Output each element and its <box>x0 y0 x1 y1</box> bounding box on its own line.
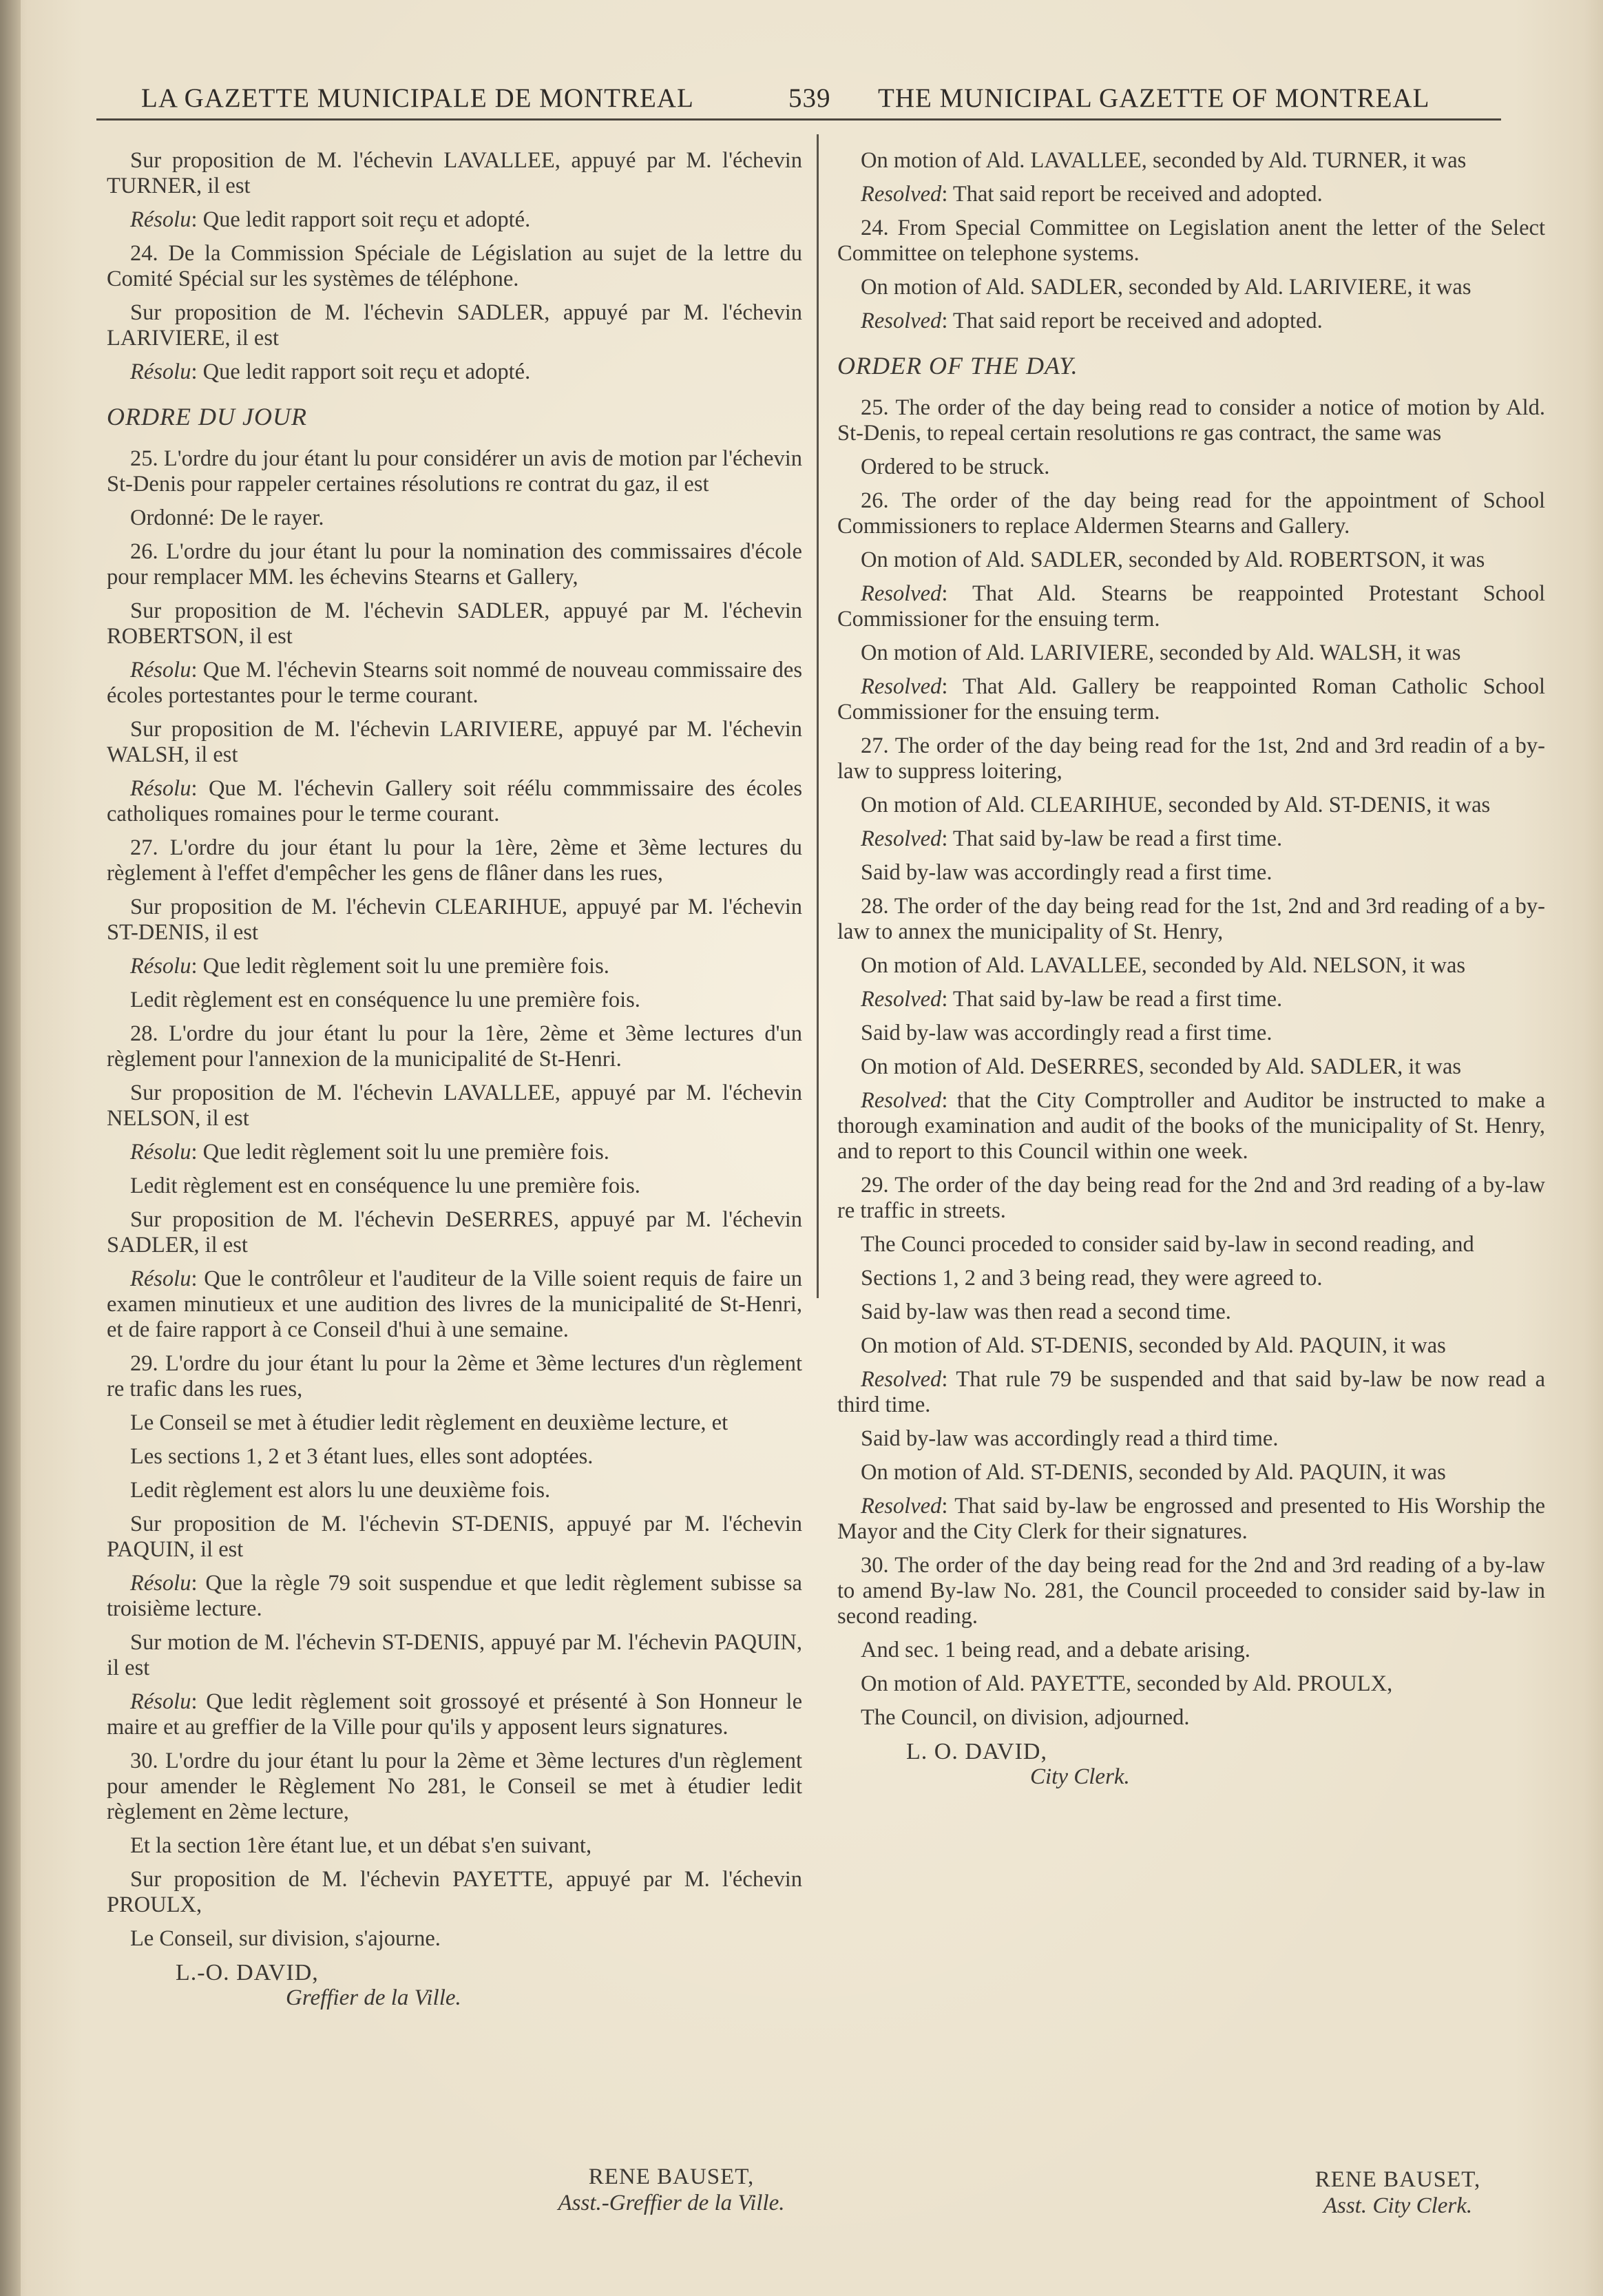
french-resolution-label: Résolu <box>130 954 191 979</box>
english-resolution-text: : That Ald. Gallery be reappointed Roman Catholic School Commissioner for the ensuing term. <box>837 674 1545 724</box>
french-assistant-name: RENE BAUSET, <box>588 2164 755 2189</box>
french-resolution-label: Résolu <box>130 1140 191 1165</box>
french-resolution-text: : Que le contrôleur et l'auditeur de la Ville soient requis de faire un examen minutieux et une audition des livres de la municipalité de St-Henri, et de faire rapport à ce Conseil d'hui à une semaine. <box>107 1266 802 1342</box>
english-resolution-text: : That rule 79 be suspended and that said by-law be now read a third time. <box>837 1367 1545 1417</box>
english-paragraph: On motion of Ald. DeSERRES, seconded by Ald. SADLER, it was <box>861 1054 1462 1079</box>
header-french-title: LA GAZETTE MUNICIPALE DE MONTREAL <box>141 83 694 113</box>
french-paragraph: Sur proposition de M. l'échevin SADLER, appuyé par M. l'échevin LARIVIERE, il est <box>107 300 802 351</box>
english-assistant-signature <box>1253 2167 1542 2219</box>
french-resolution-label: Résolu <box>130 207 191 232</box>
english-paragraph: On motion of Ald. LAVALLEE, seconded by Ald. NELSON, it was <box>861 953 1466 978</box>
french-resolution-text: : Que ledit rapport soit reçu et adopté. <box>191 207 531 232</box>
english-assistant-name: RENE BAUSET, <box>1314 2167 1481 2192</box>
english-paragraph: 25. The order of the day being read to consider a notice of motion by Ald. St-Denis, to repeal certain resolutions re gas contract, the same was <box>837 395 1545 446</box>
french-clerk-title: Greffier de la Ville. <box>286 1985 461 2010</box>
french-resolution-label: Résolu <box>130 1266 191 1291</box>
french-column <box>107 148 802 2019</box>
french-resolution-text: : Que ledit règlement soit lu une première fois. <box>191 954 609 979</box>
english-paragraph: The Counci proceded to consider said by-law in second reading, and <box>861 1232 1474 1257</box>
french-resolution <box>107 207 802 233</box>
english-paragraph: On motion of Ald. SADLER, seconded by Ald. LARIVIERE, it was <box>861 275 1471 300</box>
french-assistant-signature <box>523 2164 819 2216</box>
french-clerk-signature <box>107 1960 802 2011</box>
french-resolution <box>107 359 802 385</box>
french-paragraph: 26. L'ordre du jour étant lu pour la nomination des commissaires d'école pour remplacer MM. les échevins Stearns et Gallery, <box>107 539 802 589</box>
english-resolution-label: Resolved <box>861 987 942 1012</box>
english-paragraph: On motion of Ald. PAYETTE, seconded by Ald. PROULX, <box>861 1671 1393 1696</box>
column-divider <box>817 134 819 1298</box>
english-assistant-title: Asst. City Clerk. <box>1323 2193 1473 2218</box>
english-paragraph: On motion of Ald. ST-DENIS, seconded by Ald. PAQUIN, it was <box>861 1333 1446 1358</box>
english-column <box>837 148 1545 1798</box>
french-resolution-text: : Que ledit règlement soit grossoyé et présenté à Son Honneur le maire et au greffier de la Ville pour qu'ils y apposent leurs signatures. <box>107 1689 802 1740</box>
english-paragraph: 28. The order of the day being read for the 1st, 2nd and 3rd reading of a by-law to annex the municipality of St. Henry, <box>837 894 1545 944</box>
french-paragraph: 24. De la Commission Spéciale de Législation au sujet de la lettre du Comité Spécial sur les systèmes de téléphone. <box>107 241 802 291</box>
english-resolution-label: Resolved <box>861 581 942 606</box>
english-resolution-text: : that the City Comptroller and Auditor be instructed to make a thorough examination and audit of the books of the municipality of St. Henry, and to report to this Council within one week. <box>837 1088 1545 1164</box>
english-paragraph: And sec. 1 being read, and a debate arising. <box>861 1638 1250 1662</box>
french-resolution-text: : Que la règle 79 soit suspendue et que ledit règlement subisse sa troisième lecture. <box>107 1571 802 1621</box>
english-resolution-label: Resolved <box>861 309 942 333</box>
english-resolution-label: Resolved <box>861 674 942 699</box>
english-resolution <box>837 1367 1545 1418</box>
french-paragraph: 28. L'ordre du jour étant lu pour la 1ère, 2ème et 3ème lectures d'un règlement pour l'annexion de la municipalité de St-Henri. <box>107 1021 802 1072</box>
french-paragraph: Sur proposition de M. l'échevin SADLER, appuyé par M. l'échevin ROBERTSON, il est <box>107 598 802 649</box>
french-paragraph: Ledit règlement est en conséquence lu une première fois. <box>130 1173 640 1198</box>
english-resolution-label: Resolved <box>861 826 942 851</box>
french-resolution-text: : Que M. l'échevin Stearns soit nommé de nouveau commissaire des écoles portestantes pour le terme courant. <box>107 658 802 708</box>
french-paragraph: 25. L'ordre du jour étant lu pour considérer un avis de motion par l'échevin St-Denis pour rappeler certaines résolutions re contrat du gaz, il est <box>107 446 802 497</box>
english-resolution <box>837 182 1545 207</box>
french-paragraph: Sur proposition de M. l'échevin ST-DENIS, appuyé par M. l'échevin PAQUIN, il est <box>107 1512 802 1562</box>
english-resolution-label: Resolved <box>861 1494 942 1519</box>
french-paragraph: Sur proposition de M. l'échevin LAVALLEE, appuyé par M. l'échevin TURNER, il est <box>107 148 802 198</box>
english-paragraph: 24. From Special Committee on Legislation anent the letter of the Select Committee on telephone systems. <box>837 216 1545 266</box>
french-resolution-label: Résolu <box>130 1571 191 1596</box>
french-paragraph: Ledit règlement est alors lu une deuxième fois. <box>130 1478 551 1503</box>
english-paragraph: Sections 1, 2 and 3 being read, they were agreed to. <box>861 1266 1323 1291</box>
english-resolution-label: Resolved <box>861 1367 942 1392</box>
french-paragraph: Ordonné: De le rayer. <box>130 505 324 530</box>
english-paragraph: Said by-law was accordingly read a third time. <box>861 1426 1279 1451</box>
english-resolution-text: : That said report be received and adopted. <box>941 182 1323 207</box>
english-paragraph: 29. The order of the day being read for the 2nd and 3rd reading of a by-law re traffic in streets. <box>837 1173 1545 1223</box>
french-resolution <box>107 1266 802 1343</box>
english-resolution <box>837 987 1545 1012</box>
french-paragraph: Les sections 1, 2 et 3 étant lues, elles sont adoptées. <box>130 1444 594 1469</box>
page-number: 539 <box>788 83 831 113</box>
french-paragraph: Sur proposition de M. l'échevin LARIVIERE, appuyé par M. l'échevin WALSH, il est <box>107 717 802 767</box>
header-english-title: THE MUNICIPAL GAZETTE OF MONTREAL <box>878 83 1430 113</box>
english-resolution <box>837 826 1545 852</box>
french-paragraph: Sur proposition de M. l'échevin CLEARIHUE, appuyé par M. l'échevin ST-DENIS, il est <box>107 895 802 945</box>
english-paragraph: On motion of Ald. SADLER, seconded by Ald. ROBERTSON, it was <box>861 547 1485 572</box>
french-resolution-label: Résolu <box>130 658 191 682</box>
french-resolution-label: Résolu <box>130 359 191 384</box>
french-resolution-text: : Que ledit rapport soit reçu et adopté. <box>191 359 531 384</box>
french-paragraph: Le Conseil se met à étudier ledit règlement en deuxième lecture, et <box>130 1410 729 1435</box>
english-paragraph: 27. The order of the day being read for the 1st, 2nd and 3rd readin of a by-law to suppress loitering, <box>837 733 1545 784</box>
french-resolution <box>107 954 802 979</box>
french-paragraph: Le Conseil, sur division, s'ajourne. <box>130 1926 441 1951</box>
english-paragraph: The Council, on division, adjourned. <box>861 1705 1190 1730</box>
french-resolution <box>107 1689 802 1740</box>
french-paragraph: 30. L'ordre du jour étant lu pour la 2ème et 3ème lectures d'un règlement pour amender le Règlement No 281, le Conseil se met à étudier ledit règlement en 2ème lecture, <box>107 1749 802 1824</box>
french-paragraph: Sur proposition de M. l'échevin PAYETTE, appuyé par M. l'échevin PROULX, <box>107 1867 802 1917</box>
english-paragraph: On motion of Ald. ST-DENIS, seconded by Ald. PAQUIN, it was <box>861 1460 1446 1485</box>
english-resolution <box>837 581 1545 632</box>
english-resolution <box>837 1494 1545 1545</box>
english-paragraph: Said by-law was accordingly read a first time. <box>861 860 1272 885</box>
english-paragraph: 26. The order of the day being read for the appointment of School Commissioners to replace Aldermen Stearns and Gallery. <box>837 488 1545 539</box>
french-resolution-text: : Que M. l'échevin Gallery soit réélu commmissaire des écoles catholiques romaines pour le terme courant. <box>107 776 802 826</box>
english-paragraph: Said by-law was accordingly read a first time. <box>861 1021 1272 1045</box>
french-paragraph: 29. L'ordre du jour étant lu pour la 2ème et 3ème lectures d'un règlement re trafic dans les rues, <box>107 1351 802 1401</box>
french-resolution-label: Résolu <box>130 1689 191 1714</box>
french-paragraph: Sur proposition de M. l'échevin DeSERRES, appuyé par M. l'échevin SADLER, il est <box>107 1207 802 1257</box>
french-paragraph: Et la section 1ère étant lue, et un débat s'en suivant, <box>130 1833 592 1858</box>
page-binding-shadow <box>0 0 21 2296</box>
english-clerk-signature <box>837 1739 1545 1790</box>
english-resolution-text: : That said by-law be read a first time. <box>941 987 1283 1012</box>
english-paragraph: On motion of Ald. CLEARIHUE, seconded by Ald. ST-DENIS, it was <box>861 793 1491 817</box>
english-resolution <box>837 309 1545 334</box>
french-resolution-text: : Que ledit règlement soit lu une première fois. <box>191 1140 609 1165</box>
english-resolution-text: : That said by-law be read a first time. <box>941 826 1283 851</box>
french-resolution-label: Résolu <box>130 776 191 801</box>
english-resolution-label: Resolved <box>861 1088 942 1113</box>
french-assistant-title: Asst.-Greffier de la Ville. <box>558 2191 785 2215</box>
english-paragraph: Said by-law was then read a second time. <box>861 1300 1231 1324</box>
english-paragraph: On motion of Ald. LARIVIERE, seconded by Ald. WALSH, it was <box>861 640 1461 665</box>
english-resolution <box>837 674 1545 725</box>
english-clerk-title: City Clerk. <box>1030 1764 1130 1789</box>
english-section-heading: ORDER OF THE DAY. <box>837 352 1078 379</box>
french-resolution <box>107 776 802 827</box>
english-resolution <box>837 1088 1545 1165</box>
english-paragraph: 30. The order of the day being read for the 2nd and 3rd reading of a by-law to amend By-law No. 281, the Council proceeded to consider said by-law in second reading. <box>837 1553 1545 1629</box>
french-section-heading: ORDRE DU JOUR <box>107 403 307 430</box>
english-resolution-text: : That Ald. Stearns be reappointed Protestant School Commissioner for the ensuing term. <box>837 581 1545 632</box>
french-paragraph: Sur motion de M. l'échevin ST-DENIS, appuyé par M. l'échevin PAQUIN, il est <box>107 1630 802 1680</box>
english-paragraph: Ordered to be struck. <box>861 455 1050 479</box>
page-header <box>141 83 1477 124</box>
english-resolution-text: : That said report be received and adopted. <box>941 309 1323 333</box>
english-resolution-label: Resolved <box>861 182 942 207</box>
french-paragraph: Sur proposition de M. l'échevin LAVALLEE, appuyé par M. l'échevin NELSON, il est <box>107 1081 802 1131</box>
french-clerk-name: L.-O. DAVID, <box>176 1960 319 1985</box>
french-resolution <box>107 1140 802 1165</box>
french-paragraph: 27. L'ordre du jour étant lu pour la 1ère, 2ème et 3ème lectures du règlement à l'effet d'empêcher les gens de flâner dans les rues, <box>107 835 802 886</box>
english-clerk-name: L. O. DAVID, <box>906 1739 1047 1764</box>
english-paragraph: On motion of Ald. LAVALLEE, seconded by Ald. TURNER, it was <box>861 148 1467 173</box>
french-paragraph: Ledit règlement est en conséquence lu une première fois. <box>130 988 640 1012</box>
header-rule <box>96 118 1501 121</box>
french-resolution <box>107 658 802 709</box>
french-resolution <box>107 1571 802 1622</box>
english-resolution-text: : That said by-law be engrossed and presented to His Worship the Mayor and the City Clerk for their signatures. <box>837 1494 1545 1544</box>
